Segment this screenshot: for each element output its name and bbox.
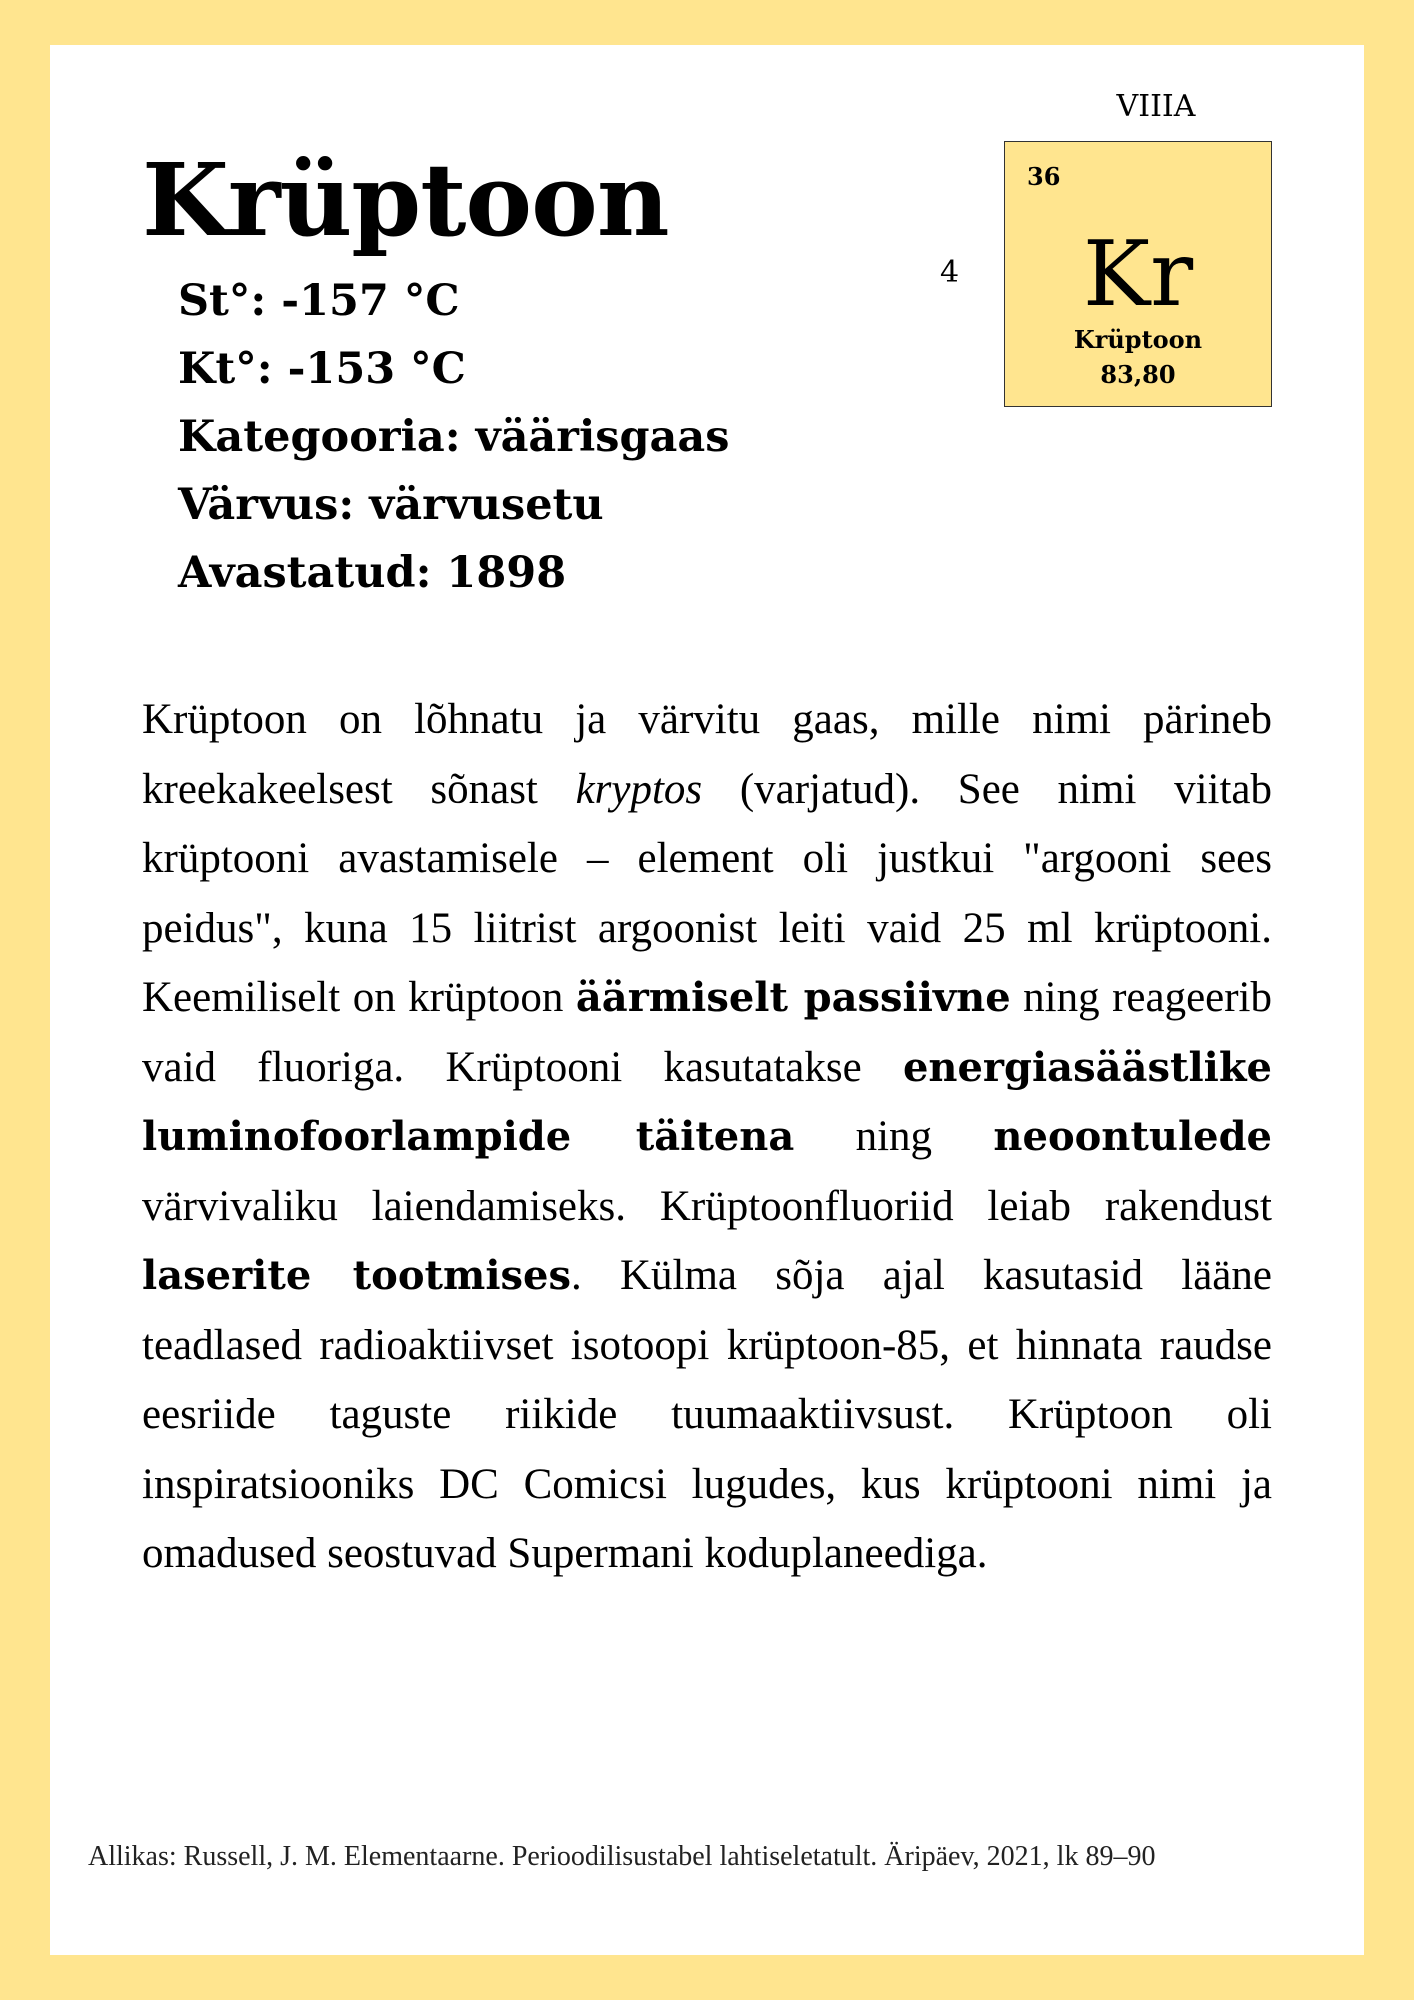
description-text: ning [794,1113,994,1160]
boiling-point: St°: -157 °C [178,276,460,326]
description-text: (varjatud). See nimi viitab krüptooni avastamisele – element oli justkui "argooni sees peidus", kuna 15 liitrist argoonist leiti vaid 25 ml krüptooni. Keemiliselt on krüptoon [142,765,1272,1021]
description-bold: neoontulede [993,1113,1272,1160]
source-citation: Allikas: Russell, J. M. Elementaarne. Perioodilisustabel lahtiseletatult. Äripäev, 2021, lk 89–90 [88,1841,1156,1872]
element-symbol: Kr [1082,222,1194,327]
atomic-number: 36 [1027,162,1061,191]
element-title: Krüptoon [142,141,669,259]
description-text: Krüptoon on lõhnatu ja värvitu gaas, mille nimi pärineb kreekakeelsest sõnast [142,696,1272,813]
description-italic: kryptos [575,765,703,813]
description-text: värvivaliku laiendamiseks. Krüptoonfluoriid leiab rakendust [142,1182,1272,1230]
group-label: VIIIA [1116,89,1196,124]
color: Värvus: värvusetu [178,480,604,530]
discovered: Avastatud: 1898 [178,548,567,598]
description-text: ning reageerib vaid fluoriga. Krüptooni kasutatakse [142,974,1273,1091]
description [142,685,1272,1589]
period-label: 4 [940,255,960,290]
description-bold: energiasäästlike luminofoorlampide täitena [142,1043,1272,1160]
melting-point: Kt°: -153 °C [178,344,466,394]
category: Kategooria: väärisgaas [178,412,730,462]
description-bold: äärmiselt passiivne [575,974,1011,1021]
description-bold: laserite tootmises [142,1252,571,1299]
periodic-tile [1004,141,1272,407]
element-facts [178,267,729,607]
tile-element-name: Krüptoon [1073,325,1203,354]
element-card [50,45,1364,1955]
description-text: . Külma sõja ajal kasutasid lääne teadlased radioaktiivset isotoopi krüptoon-85, et hinnata raudse eesriide taguste riikide tuumaaktiivsust. Krüptoon oli inspiratsiooniks DC Comicsi lugudes, kus krüptooni nimi ja omadused seostuvad Supermani koduplaneediga. [142,1252,1272,1577]
atomic-mass: 83,80 [1100,360,1176,389]
